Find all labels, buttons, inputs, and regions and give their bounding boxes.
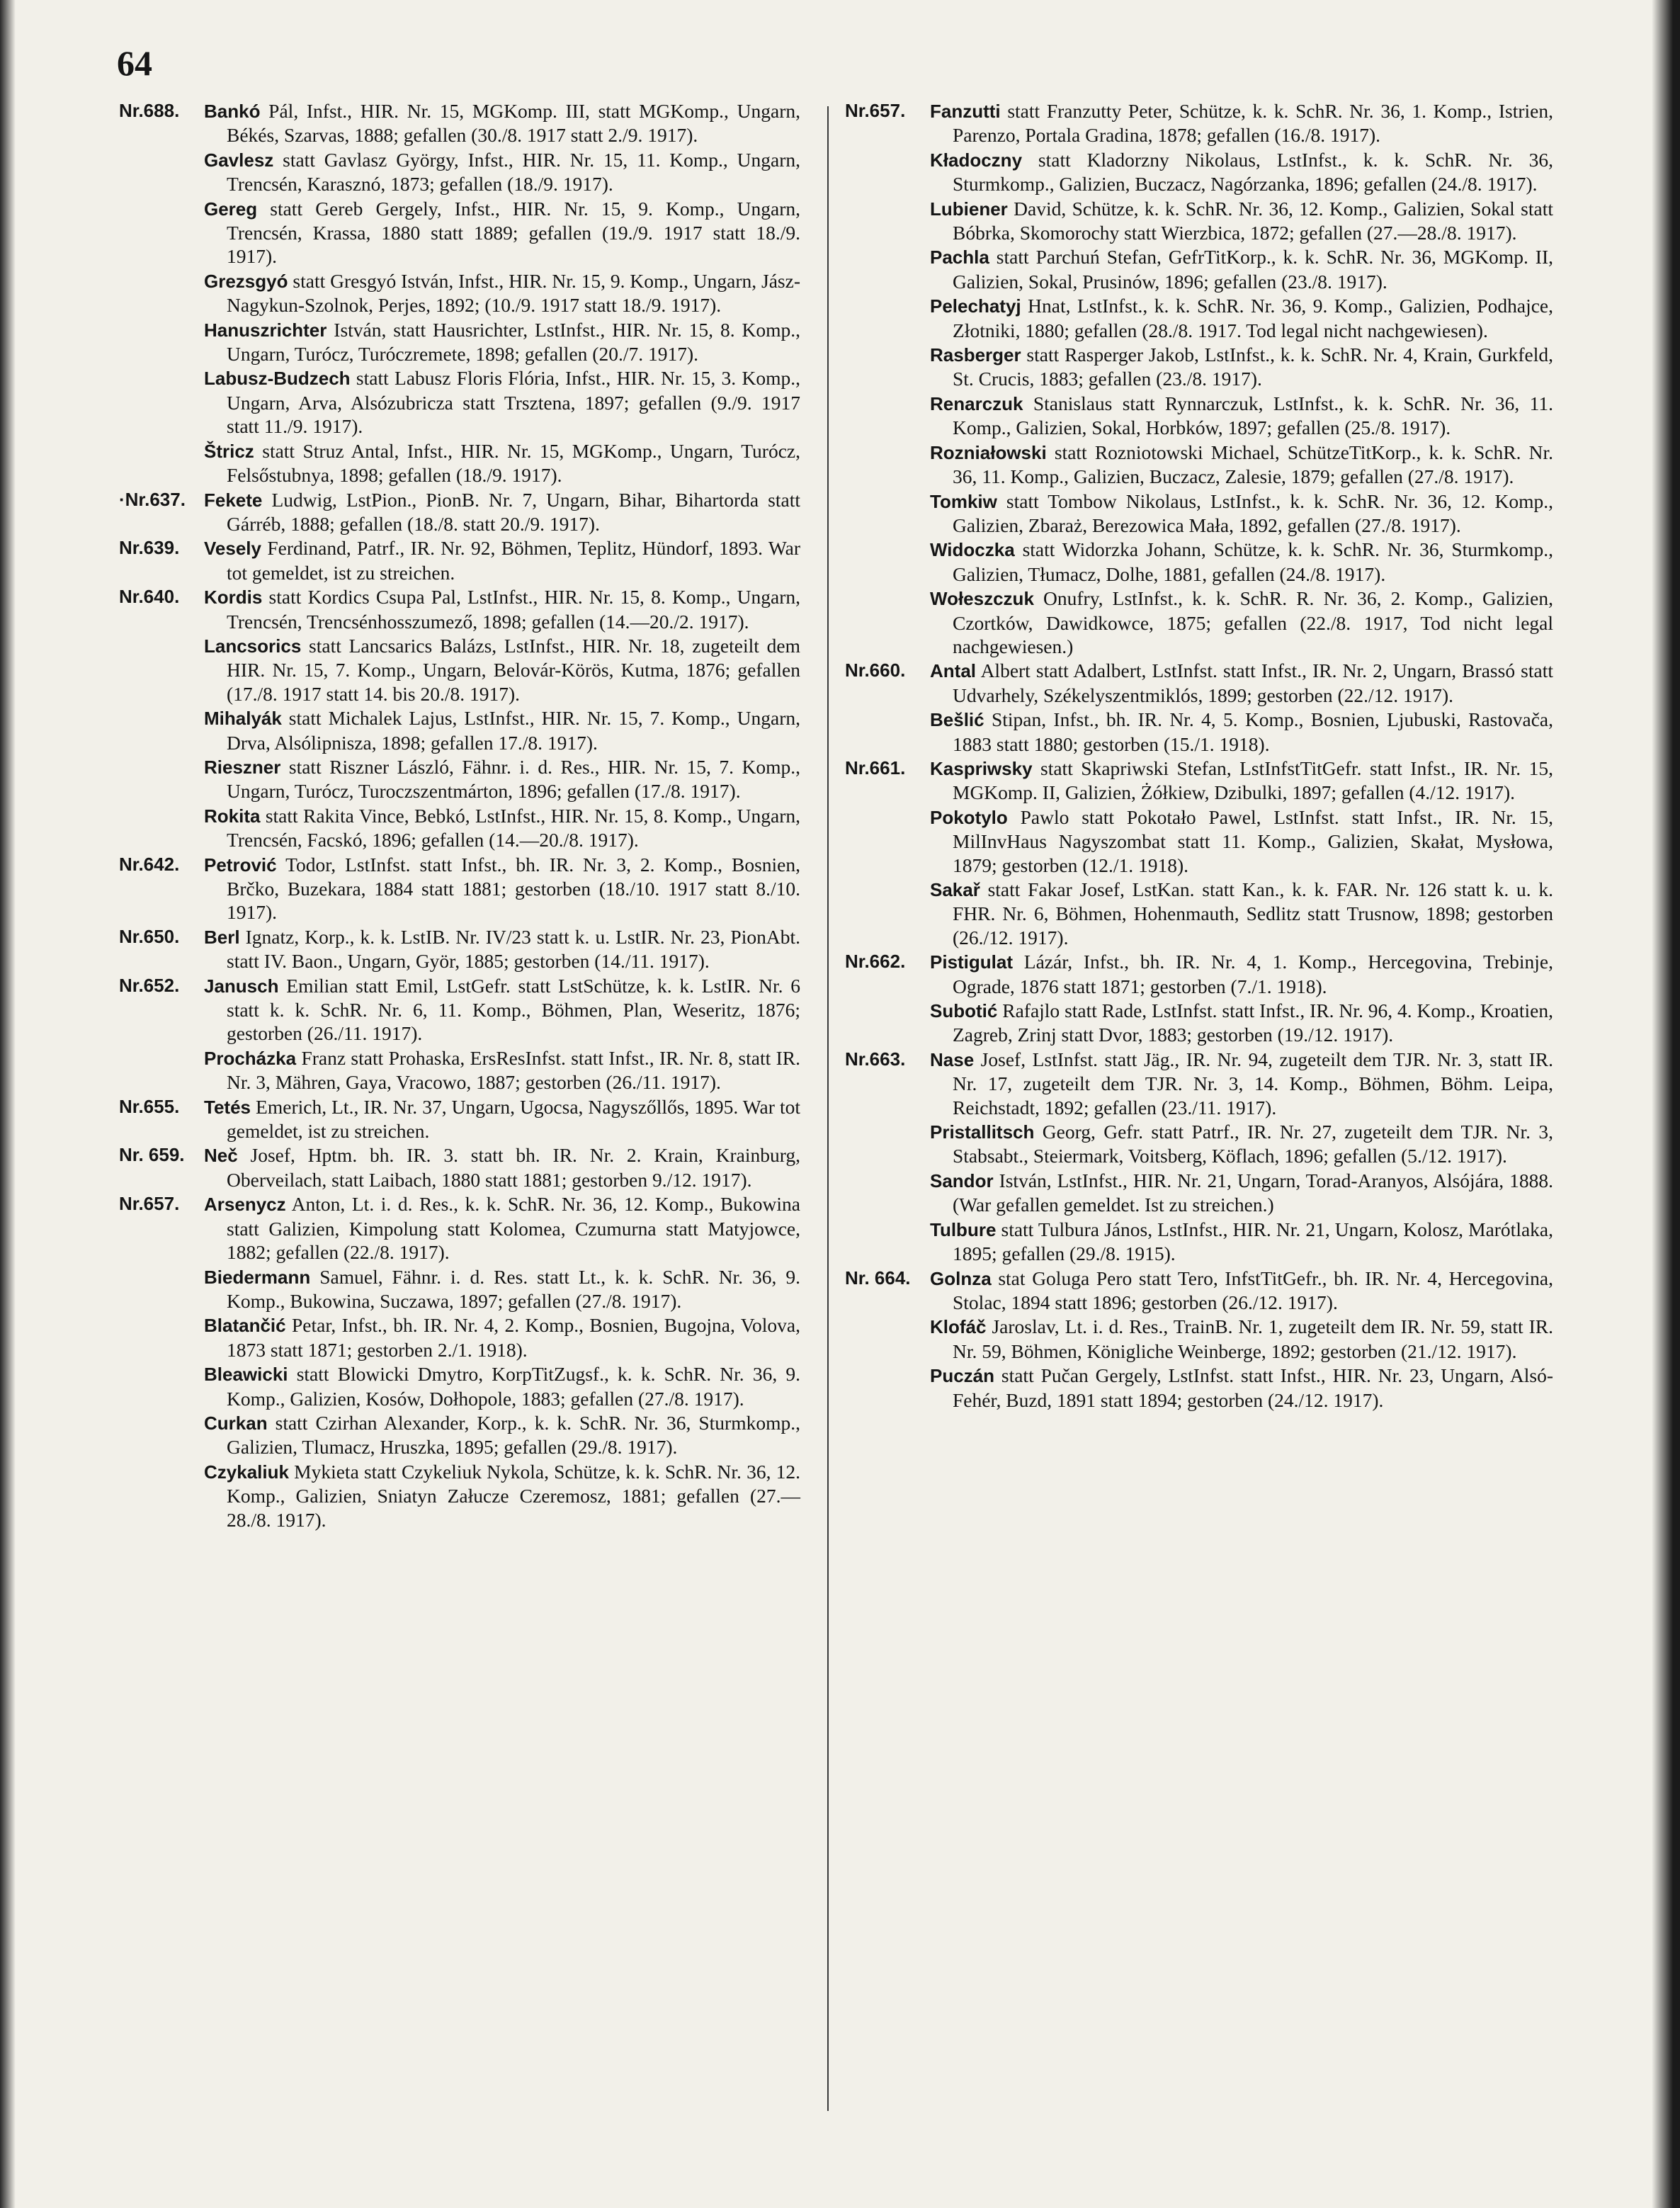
entry-details: statt Blowicki Dmytro, KorpTitZugsf., k. k. SchR. Nr. 36, 9. Komp., Galizien, Kosów, Dołhopole, 1883; gefallen (27./8. 1917). <box>227 1363 800 1410</box>
entry-text <box>204 1192 800 1264</box>
entry-surname: Blatančić <box>204 1315 286 1337</box>
list-entry <box>119 197 800 268</box>
entry-surname: Widoczka <box>930 539 1015 561</box>
entry-text <box>204 706 800 754</box>
entry-surname: Hanuszrichter <box>204 319 327 341</box>
list-entry <box>845 587 1553 658</box>
list-entry <box>119 974 800 1046</box>
entry-details: statt Gereb Gergely, Infst., HIR. Nr. 15, 9. Komp., Ungarn, Trencsén, Krassa, 1880 statt 1889; gefallen (19./9. 1917 statt 18./9. 1917). <box>227 197 800 268</box>
entry-details: Rafajlo statt Rade, LstInfst. statt Infst., IR. Nr. 96, 4. Komp., Kroatien, Zagreb, Zrinj statt Dvor, 1883; gestorben (19./12. 1917). <box>953 1000 1553 1046</box>
entry-text <box>204 853 800 924</box>
entry-details: statt Skapriwski Stefan, LstInfstTitGefr. statt Infst., IR. Nr. 15, MGKomp. II, Galizien, Żółkiew, Dzibulki, 1897; gefallen (4./12. 1917). <box>953 757 1553 804</box>
right-column <box>845 99 1553 1412</box>
entry-text <box>204 1046 800 1094</box>
list-entry <box>119 148 800 196</box>
entry-surname: Gereg <box>204 198 258 220</box>
entry-surname: Sakař <box>930 879 980 900</box>
entry-surname: Wołeszczuk <box>930 588 1034 610</box>
entry-details: statt Czirhan Alexander, Korp., k. k. SchR. Nr. 36, Sturmkomp., Galizien, Tlumacz, Hruszka, 1895; gefallen (29./8. 1917). <box>227 1411 800 1459</box>
list-entry <box>845 392 1553 440</box>
entry-text <box>930 197 1553 245</box>
entry-number: Nr.640. <box>119 586 180 608</box>
list-entry <box>119 536 800 584</box>
entry-details: statt Gresgyó István, Infst., HIR. Nr. 15, 9. Komp., Ungarn, Jász-Nagykun-Szolnok, Perjes, 1892; (10./9. 1917 statt 18./9. 1917). <box>227 269 800 317</box>
entry-text <box>930 148 1553 196</box>
entry-details: Josef, Hptm. bh. IR. 3. statt bh. IR. Nr. 2. Krain, Krainburg, Oberveilach, statt Laibach, 1880 statt 1881; gestorben 9./12. 1917). <box>227 1144 800 1191</box>
entry-details: statt Rakita Vince, Bebkó, LstInfst., HIR. Nr. 15, 8. Komp., Ungarn, Trencsén, Facskó, 1896; gefallen (14.—20./8. 1917). <box>227 804 800 851</box>
entry-details: statt Struz Antal, Infst., HIR. Nr. 15, MGKomp., Ungarn, Turócz, Felsőstubnya, 1898; gefallen (18./9. 1917). <box>227 439 800 487</box>
entry-text <box>204 755 800 803</box>
entry-surname: Rokita <box>204 805 261 827</box>
entry-surname: Petrović <box>204 854 277 876</box>
entry-number: Nr.660. <box>845 659 906 681</box>
page-number: 64 <box>117 43 152 83</box>
list-entry <box>845 343 1553 391</box>
entry-text <box>204 439 800 487</box>
entry-surname: Pokotylo <box>930 806 1008 828</box>
list-entry <box>119 634 800 706</box>
list-entry <box>845 1364 1553 1412</box>
entry-number: Nr.655. <box>119 1095 180 1117</box>
entry-surname: Janusch <box>204 975 279 997</box>
list-entry <box>119 99 800 147</box>
entry-details: Petar, Infst., bh. IR. Nr. 4, 2. Komp., Bosnien, Bugojna, Volova, 1873 statt 1871; gestorben 2./1. 1918). <box>227 1314 800 1361</box>
list-entry <box>119 1313 800 1361</box>
list-entry <box>119 1192 800 1264</box>
entry-text <box>204 804 800 852</box>
entry-text <box>204 488 800 536</box>
list-entry <box>845 197 1553 245</box>
list-entry <box>845 538 1553 586</box>
entry-surname: Tulbure <box>930 1218 997 1240</box>
list-entry <box>119 1411 800 1459</box>
entry-surname: Fekete <box>204 489 263 511</box>
entry-surname: Pistigulat <box>930 951 1014 973</box>
entry-surname: Lubiener <box>930 198 1008 220</box>
entry-text <box>930 1120 1553 1168</box>
list-entry <box>845 1120 1553 1168</box>
entry-number: Nr.663. <box>845 1048 906 1070</box>
entry-number: Nr. 659. <box>119 1144 185 1166</box>
entry-text <box>930 878 1553 949</box>
entry-details: Emerich, Lt., IR. Nr. 37, Ungarn, Ugocsa, Nagyszőllős, 1895. War tot gemeldet, ist zu streichen. <box>227 1095 800 1143</box>
list-entry <box>845 708 1553 756</box>
entry-surname: Vesely <box>204 538 261 560</box>
list-entry <box>119 1143 800 1191</box>
entry-text <box>930 805 1553 877</box>
entry-number: Nr.661. <box>845 757 906 779</box>
entry-text <box>204 197 800 268</box>
entry-text <box>204 925 800 973</box>
column-divider <box>827 106 829 2111</box>
entry-details: Pál, Infst., HIR. Nr. 15, MGKomp. III, statt MGKomp., Ungarn, Békés, Szarvas, 1888; gefallen (30./8. 1917 statt 2./9. 1917). <box>227 100 800 147</box>
list-entry <box>119 318 800 366</box>
entry-text <box>930 1048 1553 1119</box>
list-entry <box>845 999 1553 1047</box>
entry-details: Emilian statt Emil, LstGefr. statt LstSchütze, k. k. LstIR. Nr. 6 statt k. k. SchR. Nr. 6, 11. Komp., Böhmen, Plan, Weseritz, 1876; gestorben (26./11. 1917). <box>227 974 800 1045</box>
entry-details: Lázár, Infst., bh. IR. Nr. 4, 1. Komp., Hercegovina, Trebinje, Ograde, 1876 statt 1871; gestorben (7./1. 1918). <box>953 951 1553 997</box>
entry-details: István, LstInfst., HIR. Nr. 21, Ungarn, Torad-Aranyos, Alsójára, 1888. (War gefallen gemeldet. Ist zu streichen.) <box>953 1169 1553 1216</box>
entry-details: Pawlo statt Pokotało Pawel, LstInfst. statt Infst., IR. Nr. 15, MilInvHaus Nagyszombat statt 11. Komp., Galizien, Skałat, Mysłowa, 1879; gestorben (12./1. 1918). <box>953 805 1553 876</box>
list-entry <box>119 804 800 852</box>
entry-details: statt Rasperger Jakob, LstInfst., k. k. SchR. Nr. 4, Krain, Gurkfeld, St. Crucis, 1883; gefallen (23./8. 1917). <box>953 344 1553 390</box>
entry-details: statt Tombow Nikolaus, LstInfst., k. k. SchR. Nr. 36, 12. Komp., Galizien, Zbaraż, Berezowica Mała, 1892, gefallen (27./8. 1917). <box>953 489 1553 536</box>
entry-details: Ignatz, Korp., k. k. LstIB. Nr. IV/23 statt k. u. LstIR. Nr. 23, PionAbt. statt IV. Baon., Ungarn, Györ, 1885; gestorben (14./11. 1917). <box>227 925 800 973</box>
entry-text <box>930 392 1553 440</box>
list-entry <box>119 269 800 317</box>
entry-details: Samuel, Fähnr. i. d. Res. statt Lt., k. k. SchR. Nr. 36, 9. Komp., Bukowina, Suczawa, 1897; gefallen (27./8. 1917). <box>227 1265 800 1312</box>
entry-text <box>930 757 1553 805</box>
list-entry <box>119 585 800 633</box>
entry-text <box>204 1143 800 1191</box>
entry-details: Mykieta statt Czykeliuk Nykola, Schütze, k. k. SchR. Nr. 36, 12. Komp., Galizien, Sniatyn Załucze Czeremosz, 1881; gefallen (27.—28./8. 1917). <box>227 1460 800 1531</box>
entry-details: statt Michalek Lajus, LstInfst., HIR. Nr. 15, 7. Komp., Ungarn, Drva, Alsólipnisza, 1898; gefallen 17./8. 1917). <box>227 707 800 754</box>
list-entry <box>119 1046 800 1094</box>
entry-surname: Mihalyák <box>204 708 282 730</box>
entry-details: statt Labusz Floris Flória, Infst., HIR. Nr. 15, 3. Komp., Ungarn, Arva, Alsózubricza statt Trsztena, 1897; gefallen (9./9. 1917 statt 11./9. 1917). <box>227 367 800 438</box>
entry-surname: Biedermann <box>204 1266 311 1288</box>
list-entry <box>845 805 1553 877</box>
list-entry <box>845 1315 1553 1363</box>
entry-details: Josef, LstInfst. statt Jäg., IR. Nr. 94, zugeteilt dem TJR. Nr. 3, statt IR. Nr. 17, zugeteilt dem TJR. Nr. 3, 14. Komp., Böhmen, Böhm. Leipa, Reichstadt, 1892; gefallen (23./11. 1917). <box>953 1048 1553 1119</box>
entry-surname: Kordis <box>204 587 263 608</box>
entry-text <box>930 999 1553 1047</box>
list-entry <box>845 1048 1553 1119</box>
list-entry <box>845 878 1553 949</box>
entry-number: Nr.657. <box>845 100 906 121</box>
list-entry <box>845 757 1553 805</box>
entry-details: Jaroslav, Lt. i. d. Res., TrainB. Nr. 1, zugeteilt dem IR. Nr. 59, statt IR. Nr. 59, Böhmen, Königliche Weinberge, 1892; gestorben (21./12. 1917). <box>953 1315 1553 1362</box>
entry-surname: Rieszner <box>204 756 281 778</box>
entry-surname: Grezsgyó <box>204 270 288 292</box>
list-entry <box>845 441 1553 489</box>
entry-text <box>204 585 800 633</box>
entry-text <box>204 99 800 147</box>
entry-text <box>930 1267 1553 1315</box>
entry-text <box>930 538 1553 586</box>
list-entry <box>845 99 1553 147</box>
entry-text <box>204 536 800 584</box>
entry-details: statt Gavlasz György, Infst., HIR. Nr. 15, 11. Komp., Ungarn, Trencsén, Karasznó, 1873; gefallen (18./9. 1917). <box>227 148 800 196</box>
entry-surname: Bešlić <box>930 709 984 731</box>
entry-details: statt Fakar Josef, LstKan. statt Kan., k. k. FAR. Nr. 126 statt k. u. k. FHR. Nr. 6, Böhmen, Hohenmauth, Sedlitz statt Trusnow, 1898; gestorben (26./12. 1917). <box>953 878 1553 949</box>
entry-details: Stipan, Infst., bh. IR. Nr. 4, 5. Komp., Bosnien, Ljubuski, Rastovača, 1883 statt 1880; gestorben (15./1. 1918). <box>953 708 1553 755</box>
list-entry <box>119 1460 800 1532</box>
list-entry <box>119 366 800 438</box>
entry-text <box>204 1313 800 1361</box>
entry-surname: Rozniałowski <box>930 441 1047 463</box>
entry-text <box>930 708 1553 756</box>
entry-details: David, Schütze, k. k. SchR. Nr. 36, 12. Komp., Galizien, Sokal statt Bóbrka, Skomorochy statt Wierzbica, 1872; gefallen (27.—28./8. 1917). <box>953 197 1553 244</box>
list-entry <box>119 488 800 536</box>
entry-text <box>930 245 1553 293</box>
entry-details: Georg, Gefr. statt Patrf., IR. Nr. 27, zugeteilt dem TJR. Nr. 3, Stabsabt., Steiermark, Voitsberg, Köflach, 1896; gefallen (5./12. 1917). <box>953 1121 1553 1167</box>
entry-number: ·Nr.637. <box>119 488 186 510</box>
list-entry <box>845 148 1553 196</box>
entry-surname: Nase <box>930 1048 975 1070</box>
entry-number: Nr. 664. <box>845 1267 911 1289</box>
entry-text <box>204 366 800 438</box>
entry-number: Nr.642. <box>119 853 180 875</box>
entry-text <box>930 294 1553 342</box>
list-entry <box>119 706 800 754</box>
entry-surname: Gavlesz <box>204 149 274 171</box>
entry-surname: Procházka <box>204 1047 297 1069</box>
entry-surname: Fanzutti <box>930 101 1001 122</box>
entry-details: statt Pučan Gergely, LstInfst. statt Infst., HIR. Nr. 23, Ungarn, Alsó-Fehér, Buzd, 1891 statt 1894; gestorben (24./12. 1917). <box>953 1364 1553 1411</box>
entry-details: statt Kladorzny Nikolaus, LstInfst., k. k. SchR. Nr. 36, Sturmkomp., Galizien, Buczacz, Nagórzanka, 1896; gefallen (24./8. 1917). <box>953 148 1553 196</box>
entry-details: statt Franzutty Peter, Schütze, k. k. SchR. Nr. 36, 1. Komp., Istrien, Parenzo, Portala Gradina, 1878; gefallen (16./8. 1917). <box>953 100 1553 147</box>
entry-details: statt Tulbura János, LstInfst., HIR. Nr. 21, Ungarn, Kolosz, Marótlaka, 1895; gefallen (29./8. 1915). <box>953 1218 1553 1265</box>
entry-surname: Bleawicki <box>204 1364 288 1386</box>
entry-text <box>204 1095 800 1143</box>
entry-surname: Renarczuk <box>930 392 1023 414</box>
entry-surname: Sandor <box>930 1170 994 1191</box>
entry-surname: Pelechatyj <box>930 295 1021 317</box>
entry-details: statt Lancsarics Balázs, LstInfst., HIR. Nr. 18, zugeteilt dem HIR. Nr. 15, 7. Komp., Ungarn, Belovár-Körös, Kutma, 1876; gefallen (17./8. 1917 statt 14. bis 20./8. 1917). <box>227 634 800 705</box>
list-entry <box>845 950 1553 998</box>
entry-surname: Lancsorics <box>204 635 302 657</box>
list-entry <box>845 489 1553 538</box>
entry-text <box>204 1411 800 1459</box>
list-entry <box>845 1218 1553 1266</box>
entry-details: István, statt Hausrichter, LstInfst., HIR. Nr. 15, 8. Komp., Ungarn, Turócz, Turóczremete, 1898; gefallen (20./7. 1917). <box>227 318 800 366</box>
entry-surname: Rasberger <box>930 344 1021 366</box>
entry-text <box>930 659 1553 707</box>
entry-surname: Subotić <box>930 1000 998 1022</box>
entry-surname: Tomkiw <box>930 490 997 512</box>
entry-text <box>204 269 800 317</box>
entry-text <box>204 974 800 1046</box>
entry-details: Franz statt Prohaska, ErsResInfst. statt Infst., IR. Nr. 8, statt IR. Nr. 3, Mähren, Gaya, Vracowo, 1887; gestorben (26./11. 1917). <box>227 1046 800 1094</box>
entry-details: Ferdinand, Patrf., IR. Nr. 92, Böhmen, Teplitz, Hündorf, 1893. War tot gemeldet, ist zu streichen. <box>227 537 800 584</box>
entry-number: Nr.639. <box>119 537 180 559</box>
entry-details: Hnat, LstInfst., k. k. SchR. Nr. 36, 9. Komp., Galizien, Podhajce, Złotniki, 1880; gefallen (28./8. 1917. Tod legal nicht nachgewiesen). <box>953 295 1553 341</box>
entry-surname: Pachla <box>930 247 989 268</box>
entry-details: Albert statt Adalbert, LstInfst. statt Infst., IR. Nr. 2, Ungarn, Brassó statt Udvarhely, Székelyszentmiklós, 1899; gestorben (22./12. 1917). <box>953 659 1553 706</box>
entry-surname: Klofáč <box>930 1316 987 1338</box>
list-entry <box>845 1169 1553 1217</box>
left-column <box>119 99 800 1532</box>
entry-surname: Puczán <box>930 1365 995 1387</box>
entry-surname: Labusz-Budzech <box>204 368 351 390</box>
entry-surname: Štricz <box>204 440 254 462</box>
entry-surname: Kładoczny <box>930 149 1023 171</box>
list-entry <box>119 1362 800 1410</box>
entry-text <box>204 1362 800 1410</box>
entry-text <box>930 950 1553 998</box>
list-entry <box>845 294 1553 342</box>
entry-details: statt Widorzka Johann, Schütze, k. k. SchR. Nr. 36, Sturmkomp., Galizien, Tłumacz, Dolhe, 1881, gefallen (24./8. 1917). <box>953 538 1553 585</box>
entry-details: Ludwig, LstPion., PionB. Nr. 7, Ungarn, Bihar, Bihartorda statt Gárréb, 1888; gefallen (18./8. statt 20./9. 1917). <box>227 488 800 535</box>
entry-text <box>204 634 800 706</box>
entry-details: Anton, Lt. i. d. Res., k. k. SchR. Nr. 36, 12. Komp., Bukowina statt Galizien, Kimpolung statt Kolomea, Czumurna statt Matyjowce, 1882; gefallen (22./8. 1917). <box>227 1193 800 1264</box>
entry-details: statt Riszner László, Fähnr. i. d. Res., HIR. Nr. 15, 7. Komp., Ungarn, Turócz, Turoczszentmárton, 1896; gefallen (17./8. 1917). <box>227 755 800 803</box>
entry-text <box>930 1315 1553 1363</box>
entry-number: Nr.650. <box>119 925 180 947</box>
entry-text <box>204 148 800 196</box>
entry-details: Todor, LstInfst. statt Infst., bh. IR. Nr. 3, 2. Komp., Bosnien, Brčko, Buzekara, 1884 statt 1881; gestorben (18./10. 1917 statt 8./10. 1917). <box>227 853 800 924</box>
entry-text <box>930 99 1553 147</box>
entry-surname: Berl <box>204 926 240 948</box>
list-entry <box>119 1095 800 1143</box>
entry-text <box>930 343 1553 391</box>
entry-surname: Golnza <box>930 1267 992 1289</box>
entry-details: statt Rozniotowski Michael, SchützeTitKorp., k. k. SchR. Nr. 36, 11. Komp., Galizien, Buczacz, Zalesie, 1879; gefallen (27./8. 1917). <box>953 441 1553 488</box>
entry-surname: Pristallitsch <box>930 1121 1035 1143</box>
entry-surname: Bankó <box>204 101 261 122</box>
entry-text <box>930 587 1553 658</box>
entry-details: statt Kordics Csupa Pal, LstInfst., HIR. Nr. 15, 8. Komp., Ungarn, Trencsén, Trencsénhosszumező, 1898; gefallen (14.—20./2. 1917). <box>227 586 800 633</box>
list-entry <box>119 755 800 803</box>
list-entry <box>119 439 800 487</box>
list-entry <box>845 1267 1553 1315</box>
entry-surname: Neč <box>204 1145 238 1167</box>
entry-number: Nr.662. <box>845 951 906 973</box>
scan-edge-right <box>1652 0 1680 2208</box>
entry-text <box>204 1460 800 1532</box>
entry-surname: Czykaliuk <box>204 1461 289 1483</box>
entry-details: statt Parchuń Stefan, GefrTitKorp., k. k. SchR. Nr. 36, MGKomp. II, Galizien, Sokal, Prusinów, 1896; gefallen (23./8. 1917). <box>953 246 1553 293</box>
entry-text <box>930 441 1553 489</box>
list-entry <box>119 925 800 973</box>
entry-surname: Tetés <box>204 1096 251 1118</box>
entry-text <box>930 1218 1553 1266</box>
entry-number: Nr.688. <box>119 100 180 121</box>
entry-text <box>204 1265 800 1313</box>
scan-edge-left <box>0 0 16 2208</box>
list-entry <box>845 245 1553 293</box>
entry-surname: Kaspriwsky <box>930 757 1033 779</box>
entry-details: stat Goluga Pero statt Tero, InfstTitGefr., bh. IR. Nr. 4, Hercegovina, Stolac, 1894 statt 1896; gestorben (26./12. 1917). <box>953 1267 1553 1313</box>
entry-number: Nr.657. <box>119 1193 180 1215</box>
entry-text <box>204 318 800 366</box>
entry-details: Stanislaus statt Rynnarczuk, LstInfst., k. k. SchR. Nr. 36, 11. Komp., Galizien, Sokal, Horbków, 1897; gefallen (25./8. 1917). <box>953 392 1553 439</box>
list-entry <box>845 659 1553 707</box>
entry-details: Onufry, LstInfst., k. k. SchR. R. Nr. 36, 2. Komp., Galizien, Czortków, Dawidkowce, 1875; gefallen (22./8. 1917, Tod nicht legal nachgewiesen.) <box>953 587 1553 657</box>
entry-text <box>930 1364 1553 1412</box>
list-entry <box>119 853 800 924</box>
entry-text <box>930 489 1553 538</box>
list-entry <box>119 1265 800 1313</box>
entry-text <box>930 1169 1553 1217</box>
entry-surname: Antal <box>930 660 976 682</box>
entry-surname: Curkan <box>204 1412 268 1434</box>
entry-number: Nr.652. <box>119 974 180 996</box>
entry-surname: Arsenycz <box>204 1194 286 1216</box>
